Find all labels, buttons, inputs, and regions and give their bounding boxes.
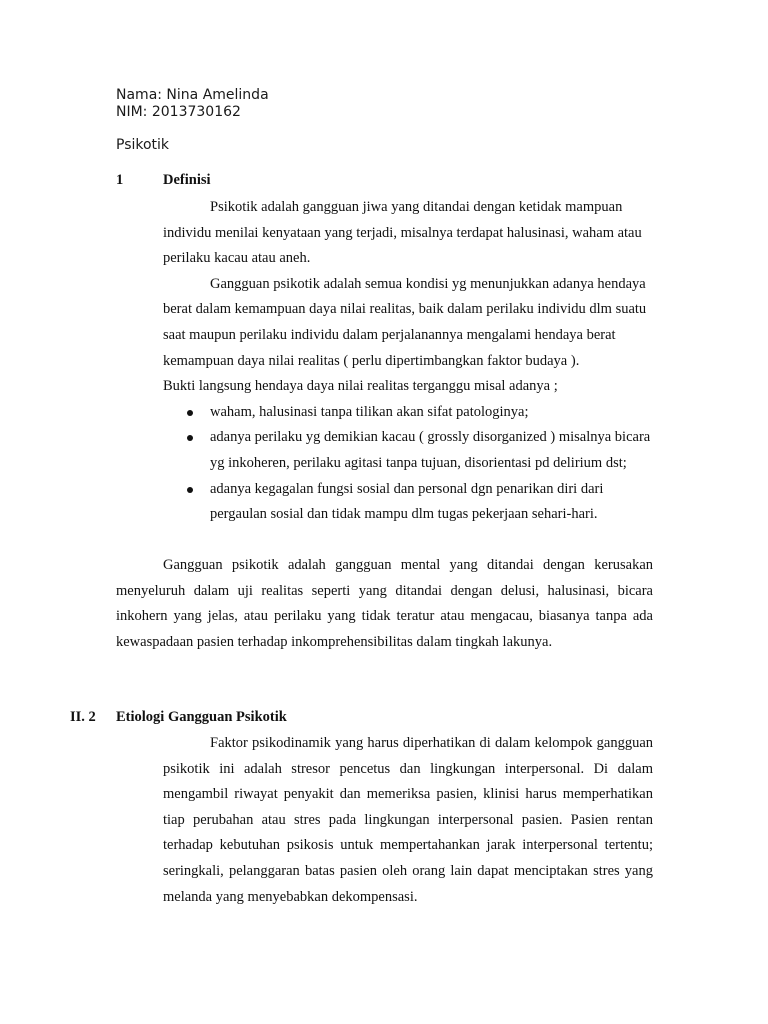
bullet-icon (187, 487, 193, 493)
section2-paragraph: Faktor psikodinamik yang harus diperhatikan di dalam kelompok gangguan psikotik ini adalah stresor pencetus dan lingkungan interpersonal. Di dalam mengambil riwayat penyakit dan memeriksa pasien, klinisi harus memperhatikan tiap perubahan atau stres pada lingkungan interpersonal pasien. Pasien rentan terhadap kebutuhan psikosis untuk mempertahankan jarak interpersonal tertentu; seringkali, pelanggaran batas pasien oleh orang lain dapat menciptakan stres yang melanda yang menyebabkan dekompensasi. (163, 735, 653, 905)
evidence-bullet-list (163, 400, 654, 528)
section1-paragraph: Psikotik adalah gangguan jiwa yang ditandai dengan ketidak mampuan individu menilai kenyataan yang terjadi, misalnya terdapat halusinasi, waham atau perilaku kacau atau aneh. (163, 199, 642, 267)
section1-summary-block (116, 553, 653, 655)
bullet-text: adanya kegagalan fungsi sosial dan personal dgn penarikan diri dari pergaulan sosial dan tidak mampu dlm tugas pekerjaan sehari-hari. (210, 480, 604, 523)
section1-title: Definisi (163, 172, 211, 188)
document-topic: Psikotik (116, 137, 170, 153)
section1-definition-block (163, 195, 654, 528)
list-item (163, 400, 654, 426)
section2-title: Etiologi Gangguan Psikotik (116, 709, 287, 725)
student-name: Nama: Nina Amelinda (116, 87, 269, 103)
list-item (163, 425, 654, 476)
bullet-icon (187, 435, 193, 441)
list-item (163, 477, 654, 528)
section1-summary-paragraph: Gangguan psikotik adalah gangguan mental yang ditandai dengan kerusakan menyeluruh dalam uji realitas seperti yang ditandai dengan delusi, halusinasi, bicara inkohern yang jelas, atau perilaku yang tidak teratur atau mengacau, biasanya tanpa ada kewaspadaan pasien terhadap inkomprehensibilitas dalam tingkah lakunya. (116, 557, 653, 650)
section2-body-block (163, 731, 653, 910)
section1-evidence-intro: Bukti langsung hendaya daya nilai realitas terganggu misal adanya ; (163, 378, 558, 395)
section1-number: 1 (116, 172, 124, 188)
bullet-icon (187, 410, 193, 416)
section2-number: II. 2 (70, 709, 96, 725)
bullet-text: adanya perilaku yg demikian kacau ( grossly disorganized ) misalnya bicara yg inkoheren, perilaku agitasi tanpa tujuan, disorientasi pd delirium dst; (210, 429, 651, 471)
bullet-text: waham, halusinasi tanpa tilikan akan sifat patologinya; (210, 403, 529, 420)
student-nim: NIM: 2013730162 (116, 104, 241, 120)
section1-paragraph: Gangguan psikotik adalah semua kondisi yg menunjukkan adanya hendaya berat dalam kemampuan daya nilai realitas, baik dalam perilaku individu dlm suatu saat maupun perilaku individu dalam perjalanannya mengalami hendaya berat kemampuan daya nilai realitas ( perlu dipertimbangkan faktor budaya ). (163, 275, 647, 369)
